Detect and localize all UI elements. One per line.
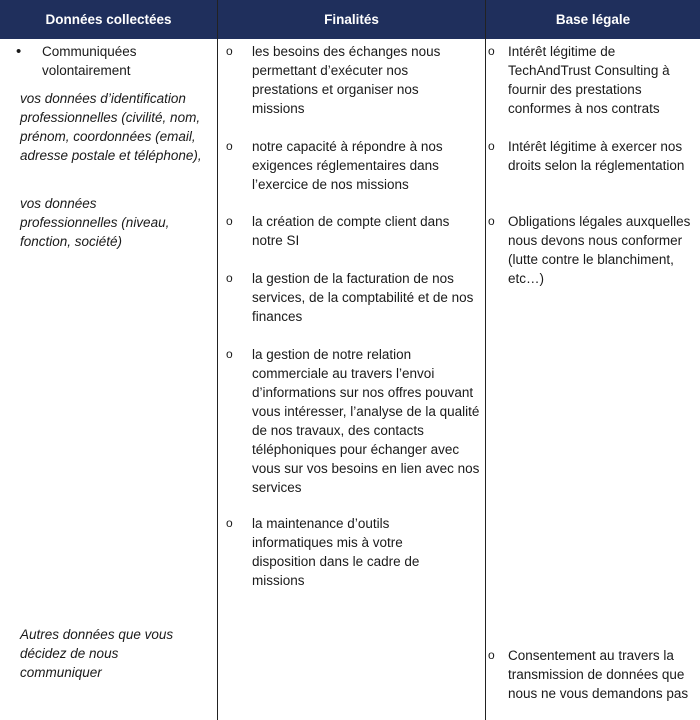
purpose-text: la maintenance d’outils informatiques mis à votre disposition dans le cadre de missions bbox=[252, 516, 420, 588]
circle-bullet-icon: o bbox=[488, 44, 495, 58]
circle-bullet-icon: o bbox=[226, 214, 233, 228]
collected-voluntary: Communiquées volontairement bbox=[42, 44, 137, 78]
legal-basis-text: Intérêt légitime à exercer nos droits selon la réglementation bbox=[508, 139, 685, 173]
circle-bullet-icon: o bbox=[226, 44, 233, 58]
column-divider bbox=[217, 0, 218, 720]
circle-bullet-icon: o bbox=[226, 139, 233, 153]
collected-identification: vos données d’identification professionnelles (civilité, nom, prénom, coordonnées (email, adresse postale et téléphone), bbox=[20, 91, 202, 163]
circle-bullet-icon: o bbox=[226, 516, 233, 530]
legal-basis-text: Consentement au travers la transmission de données que nous ne vous demandons pas bbox=[508, 648, 689, 701]
purpose-text: les besoins des échanges nous permettant d’exécuter nos prestations et organiser nos missions bbox=[252, 44, 441, 116]
legal-basis-text: Intérêt légitime de TechAndTrust Consulting à fournir des prestations conformes à nos contrats bbox=[508, 44, 670, 116]
circle-bullet-icon: o bbox=[226, 271, 233, 285]
header-legal-basis: Base légale bbox=[555, 12, 631, 27]
circle-bullet-icon: o bbox=[226, 347, 233, 361]
purpose-text: notre capacité à répondre à nos exigences réglementaires dans l’exercice de nos missions bbox=[252, 139, 443, 192]
purpose-text: la gestion de notre relation commerciale au travers l’envoi d’informations sur nos offres pouvant vous intéresser, l’analyse de la qualité de nos travaux, des contacts téléphoniques pour échanger avec vous sur vos besoins en lien avec nos services bbox=[252, 347, 480, 495]
legal-basis-text: Obligations légales auxquelles nous devons nous conformer (lutte contre le blanchiment, etc…) bbox=[508, 214, 691, 286]
collected-other: Autres données que vous décidez de nous communiquer bbox=[20, 627, 174, 680]
circle-bullet-icon: o bbox=[488, 648, 495, 662]
header-purposes: Finalités bbox=[324, 12, 379, 27]
collected-professional: vos données professionnelles (niveau, fonction, société) bbox=[20, 196, 170, 249]
bullet-icon: • bbox=[16, 43, 22, 60]
header-collected-data: Données collectées bbox=[45, 12, 172, 27]
column-divider bbox=[485, 0, 486, 720]
purpose-text: la gestion de la facturation de nos services, de la comptabilité et de nos finances bbox=[252, 271, 474, 324]
table-header bbox=[0, 0, 700, 39]
circle-bullet-icon: o bbox=[488, 214, 495, 228]
purpose-text: la création de compte client dans notre SI bbox=[252, 214, 450, 248]
circle-bullet-icon: o bbox=[488, 139, 495, 153]
